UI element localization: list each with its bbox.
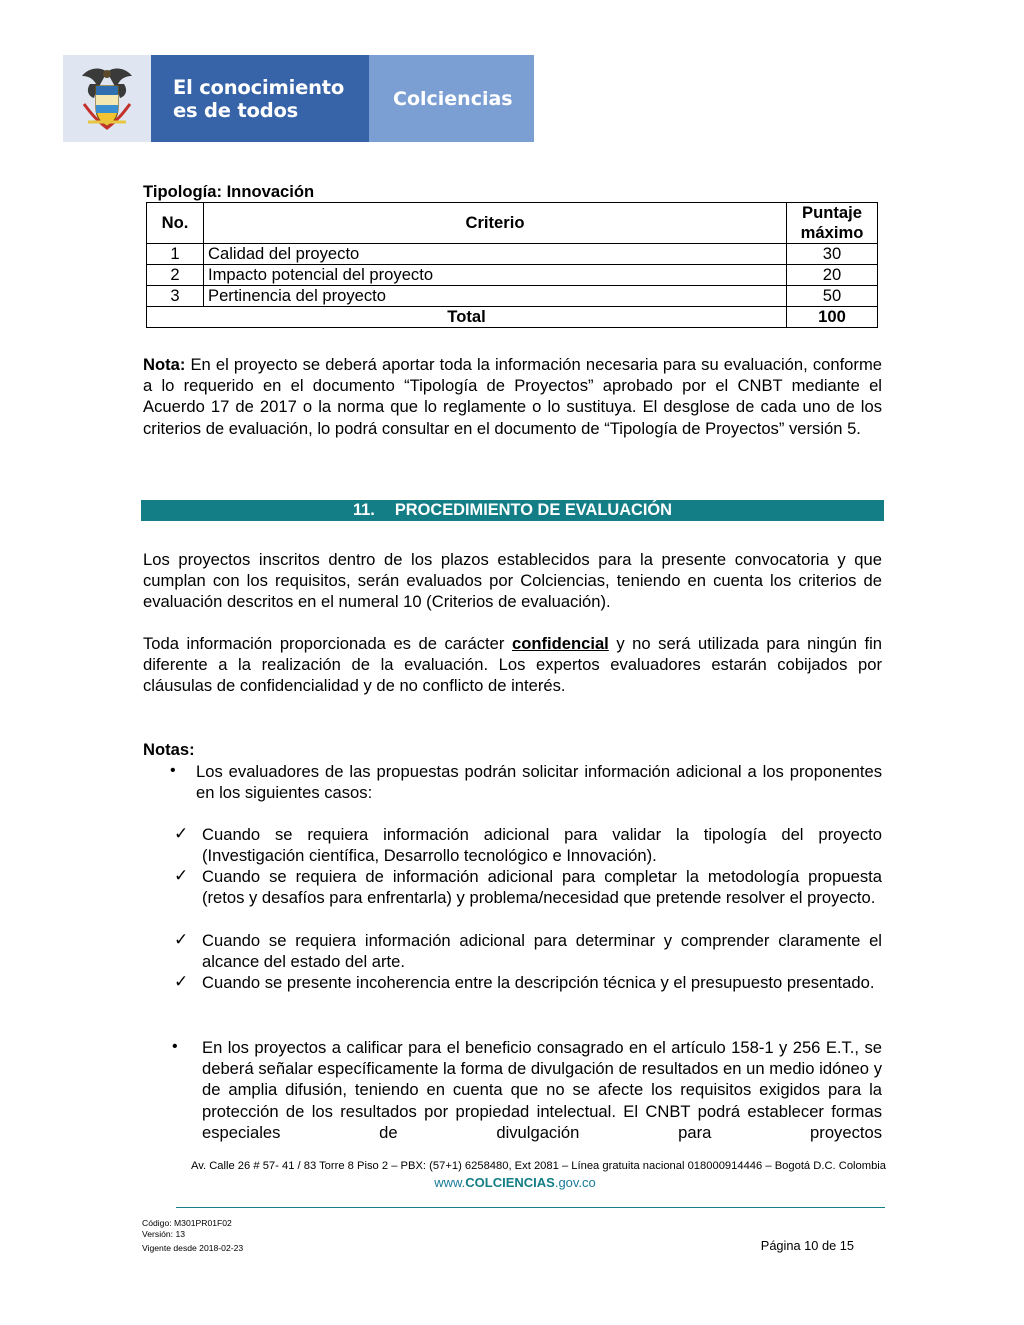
check-item: Cuando se requiera información adicional para validar la tipología del proyecto (Investigación científica, Desarrollo tecnológico e Innovación). — [202, 825, 882, 866]
checkmark-icon: ✓ — [174, 930, 189, 950]
row-no: 3 — [147, 286, 204, 307]
check-item: Cuando se requiera información adicional para determinar y comprender claramente el alcance del estado del arte. — [202, 931, 882, 972]
confidential-after: y no será utilizada para ningún fin diferente a la realización de la evaluación. Los expertos evaluadores estarán cobijados por cláusulas de confidencialidad y de no conflicto de interés. — [143, 634, 882, 696]
paragraph-evaluation: Los proyectos inscritos dentro de los plazos establecidos para la presente convocatoria y que cumplan con los requisitos, serán evaluados por Colciencias, teniendo en cuenta los criterios de evaluación descritos en el numeral 10 (Criterios de evaluación). — [143, 550, 882, 612]
header-puntaje: Puntaje máximo — [787, 203, 878, 244]
coat-of-arms-icon — [63, 55, 151, 142]
row-criterio: Pertinencia del proyecto — [204, 286, 787, 307]
table-row — [147, 286, 878, 307]
notas-label: Notas: — [143, 740, 195, 759]
web-brand: COLCIENCIAS — [465, 1175, 555, 1190]
nota-label: Nota: — [143, 355, 186, 374]
bullet-icon: • — [170, 762, 176, 779]
total-value: 100 — [787, 307, 878, 328]
row-puntaje: 50 — [787, 286, 878, 307]
doc-version: Versión: 13 — [142, 1229, 185, 1239]
header-criterio: Criterio — [204, 203, 787, 244]
footer-website[interactable] — [150, 1175, 880, 1190]
bullet-item: Los evaluadores de las propuestas podrán solicitar información adicional a los proponentes en los siguientes casos: — [196, 762, 882, 803]
checkmark-icon: ✓ — [174, 866, 189, 886]
section-title: PROCEDIMIENTO DE EVALUACIÓN — [394, 501, 673, 519]
bullet-icon: • — [172, 1038, 178, 1055]
nota-text: En el proyecto se deberá aportar toda la información necesaria para su evaluación, conforme a lo requerido en el documento “Tipología de Proyectos” aprobado por el CNBT mediante el Acuerdo 17 de 2017 o la norma que lo reglamente o lo sustituya. El desglose de cada uno de los criterios de evaluación, lo podrá consultar en el documento de “Tipología de Proyectos” versión 5. — [143, 355, 882, 438]
check-item: Cuando se presente incoherencia entre la descripción técnica y el presupuesto presentado. — [202, 973, 875, 992]
criteria-table — [146, 202, 878, 328]
row-criterio: Impacto potencial del proyecto — [204, 265, 787, 286]
brand-block — [369, 55, 534, 142]
confidential-before: Toda información proporcionada es de carácter — [143, 634, 512, 653]
header-no: No. — [147, 203, 204, 244]
confidential-emphasis: confidencial — [511, 634, 609, 653]
table-header-row — [147, 203, 878, 244]
row-no: 2 — [147, 265, 204, 286]
row-no: 1 — [147, 244, 204, 265]
row-criterio: Calidad del proyecto — [204, 244, 787, 265]
row-puntaje: 30 — [787, 244, 878, 265]
doc-valid-from: Vigente desde 2018-02-23 — [142, 1243, 244, 1253]
total-label: Total — [147, 307, 787, 328]
slogan-block — [151, 55, 369, 142]
web-suffix: .gov.co — [554, 1175, 596, 1190]
table-row — [147, 244, 878, 265]
brand-text: Colciencias — [393, 87, 513, 110]
header-banner — [63, 55, 534, 142]
footer-address: Av. Calle 26 # 57- 41 / 83 Torre 8 Piso 2 – PBX: (57+1) 6258480, Ext 2081 – Línea gratuita nacional 018000914446 – Bogotá D.C. Colombia — [190, 1160, 886, 1172]
slogan-text: El conocimiento es de todos — [173, 75, 345, 122]
footer-divider — [176, 1207, 885, 1208]
page-number: Página 10 de 15 — [760, 1238, 854, 1253]
table-total-row — [147, 307, 878, 328]
table-row — [147, 265, 878, 286]
checkmark-icon: ✓ — [174, 972, 189, 992]
table-title: Tipología: Innovación — [143, 182, 315, 201]
nota-paragraph — [143, 354, 882, 439]
web-prefix: www. — [434, 1175, 466, 1190]
section-header — [141, 500, 884, 521]
section-number: 11. — [352, 501, 375, 519]
doc-code: Código: M301PR01F02 — [142, 1218, 232, 1228]
bullet-item: En los proyectos a calificar para el beneficio consagrado en el artículo 158-1 y 256 E.T., se deberá señalar específicamente la forma de divulgación de resultados en un medio idóneo y de amplia difusión, teniendo en cuenta que no se afecte los requisitos exigidos para la protección de los resultados por propiedad intelectual. El CNBT podrá establecer formas especiales de divulgación para proyectos — [202, 1038, 882, 1142]
row-puntaje: 20 — [787, 265, 878, 286]
check-item: Cuando se requiera de información adicional para completar la metodología propuesta (retos y desafíos para enfrentarla) y problema/necesidad que pretende resolver el proyecto. — [202, 867, 882, 908]
checkmark-icon: ✓ — [174, 824, 189, 844]
paragraph-confidential — [143, 633, 882, 697]
